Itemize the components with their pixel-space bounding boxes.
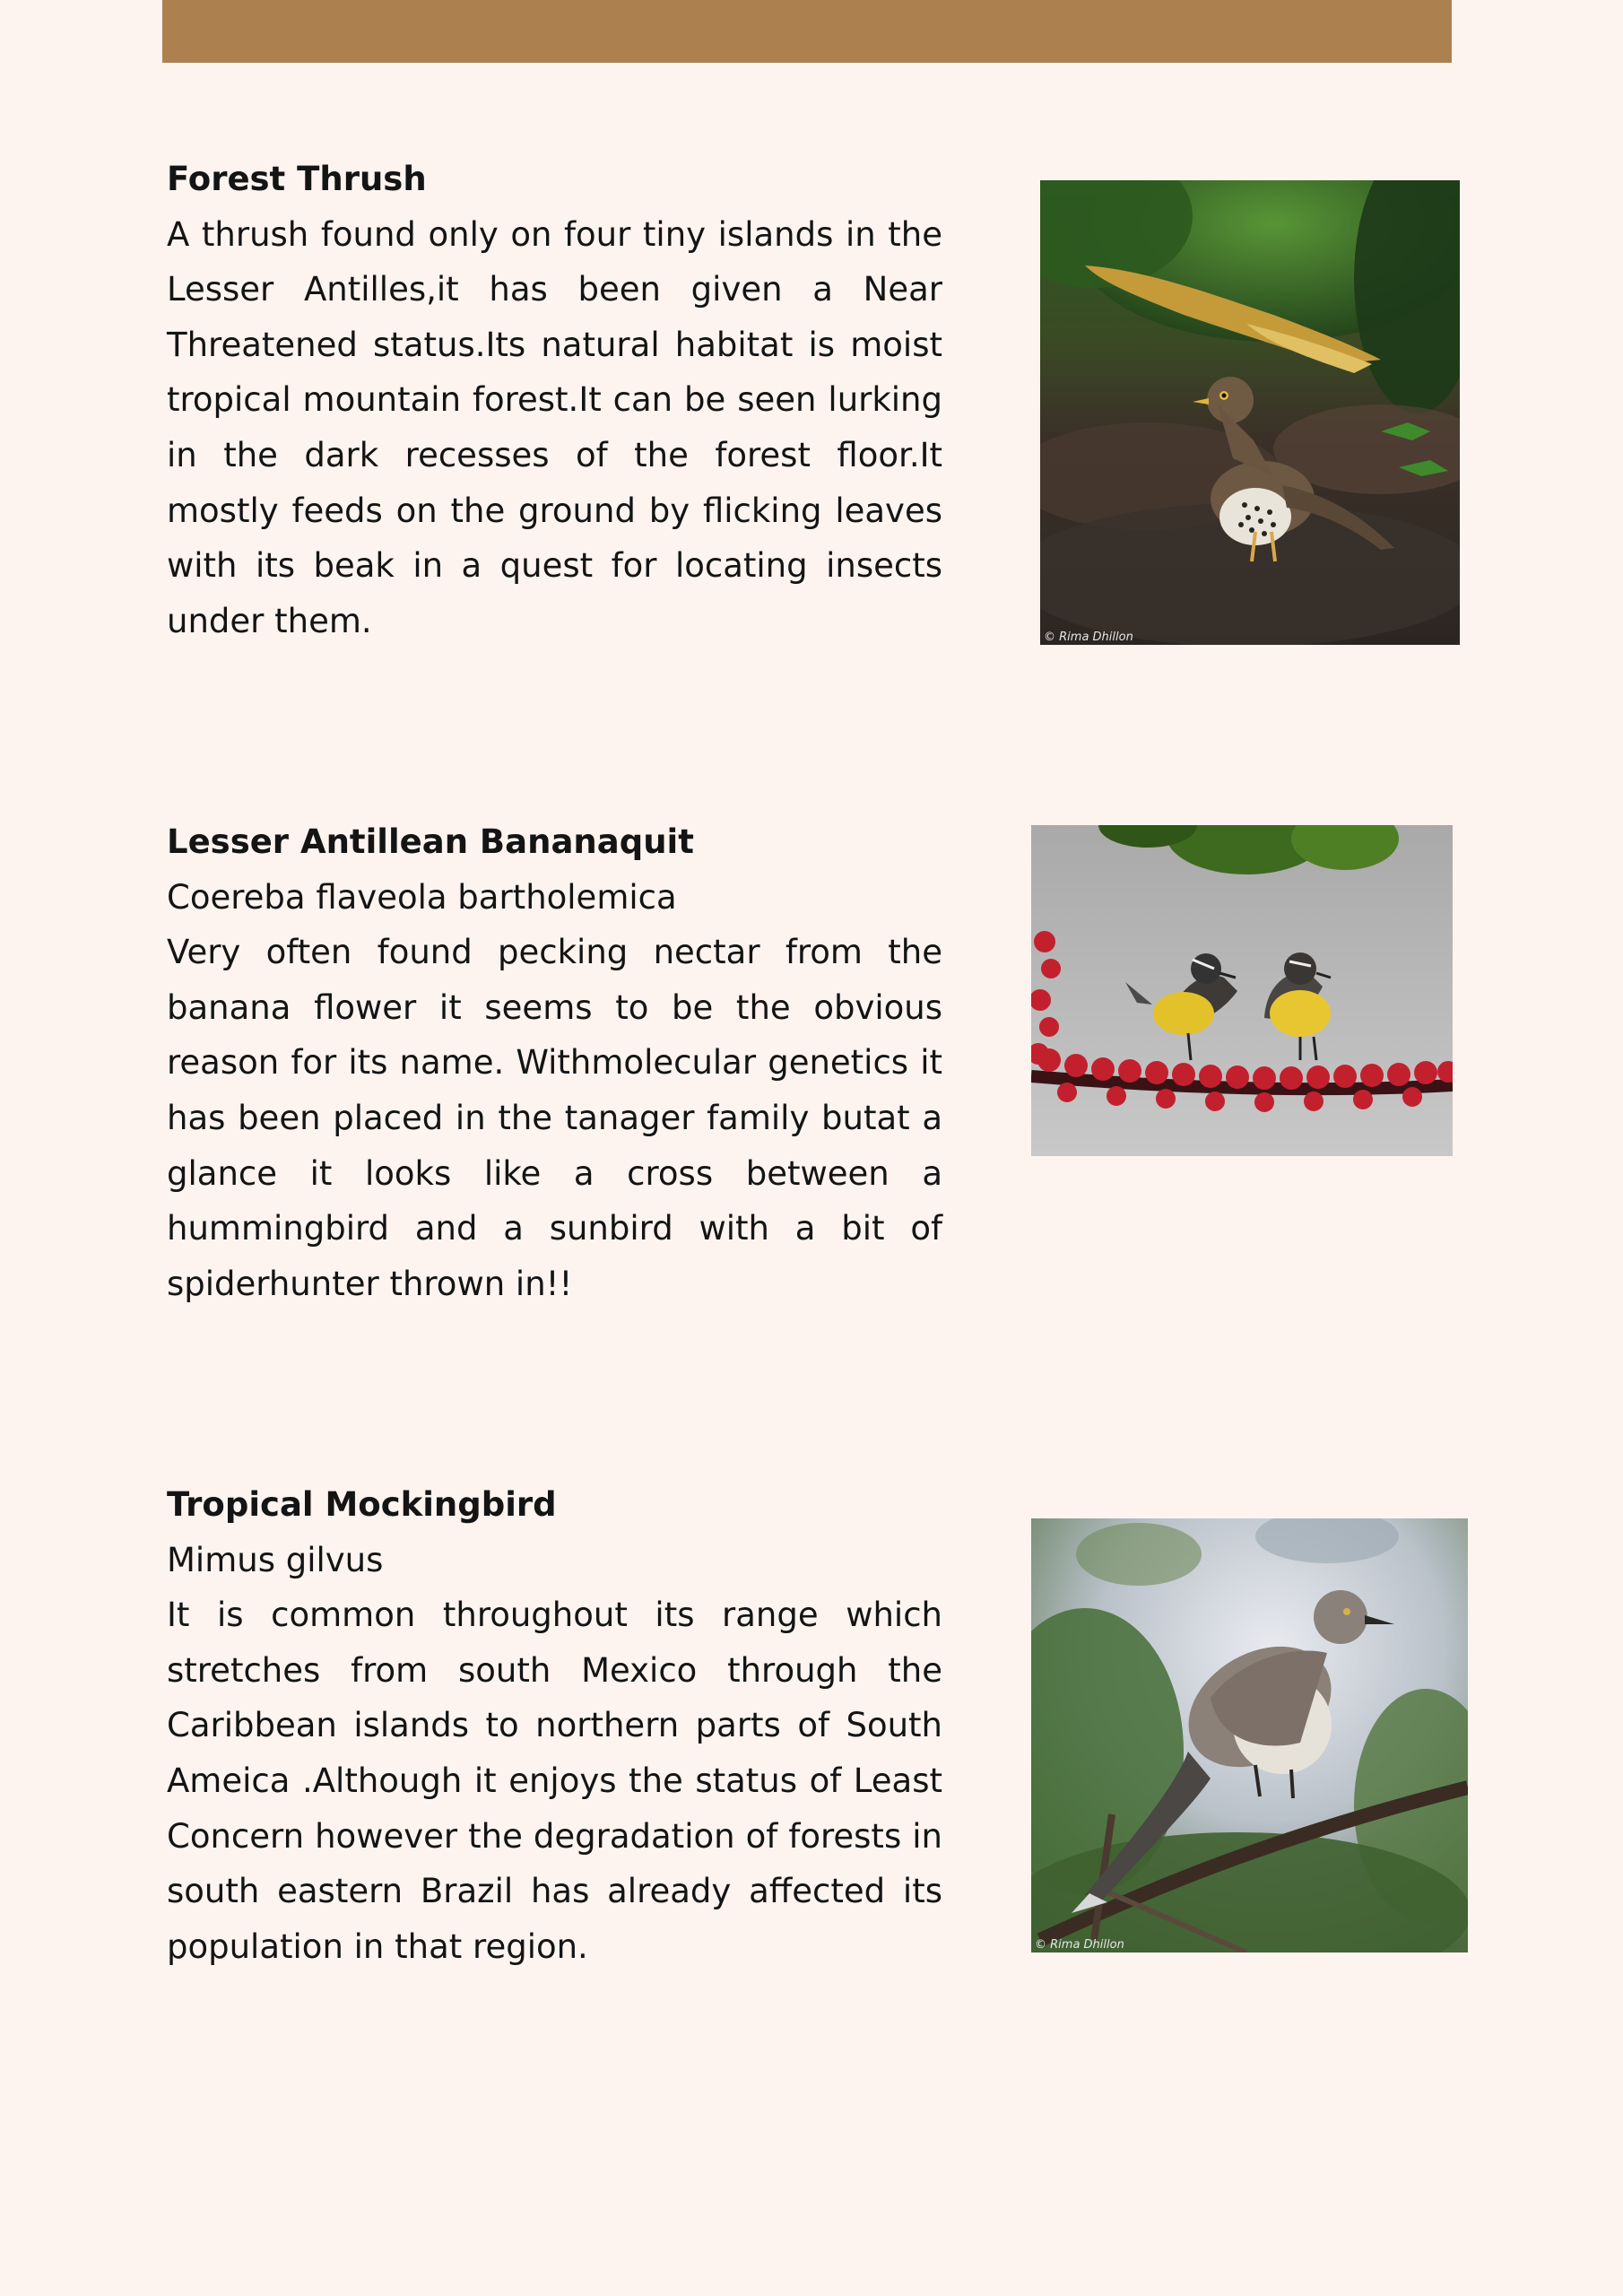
entry-title: Tropical Mockingbird [167, 1485, 557, 1524]
mockingbird-photo [1031, 1518, 1468, 1952]
entry-title: Lesser Antillean Bananaquit [167, 822, 694, 861]
entry-scientific-name: Mimus gilvus [167, 1540, 384, 1579]
forest-thrush-image [1040, 180, 1460, 645]
entry-description: It is common throughout its range which stretches from south Mexico through the Caribbean islands to northern parts of South Ameica .Although it enjoys the status of Least Concern however the degradation of forests in south eastern Brazil has already affected its population in that region. [167, 1596, 942, 1966]
entry-forest-thrush [167, 152, 942, 648]
entry-bananaquit [167, 814, 942, 1311]
entry-tropical-mockingbird [167, 1477, 942, 1974]
entry-description: A thrush found only on four tiny islands in the Lesser Antilles,it has been given a Near Threatened status.Its natural habitat is moist tropical mountain forest.It can be seen lurking in the dark recesses of the forest floor.It mostly feeds on the ground by flicking leaves with its beak in a quest for locating insects under them. [167, 214, 942, 640]
bananaquit-photo [1031, 825, 1453, 1156]
mockingbird-image [1031, 1518, 1468, 1952]
entry-description: Very often found pecking nectar from the banana flower it seems to be the obvious reason for its name. Withmolecular genetics it has been placed in the tanager family butat a glance it looks like a cross between a hummingbird and a sunbird with a bit of spiderhunter thrown in!! [167, 933, 942, 1303]
photo-credit: © Rima Dhillon [1044, 631, 1133, 644]
photo-credit: © Rima Dhillon [1035, 1938, 1124, 1952]
bananaquit-image [1031, 825, 1453, 1156]
entry-title: Forest Thrush [167, 160, 427, 198]
entry-scientific-name: Coereba flaveola bartholemica [167, 877, 677, 917]
forest-thrush-photo [1040, 180, 1460, 645]
header-band [162, 0, 1452, 63]
